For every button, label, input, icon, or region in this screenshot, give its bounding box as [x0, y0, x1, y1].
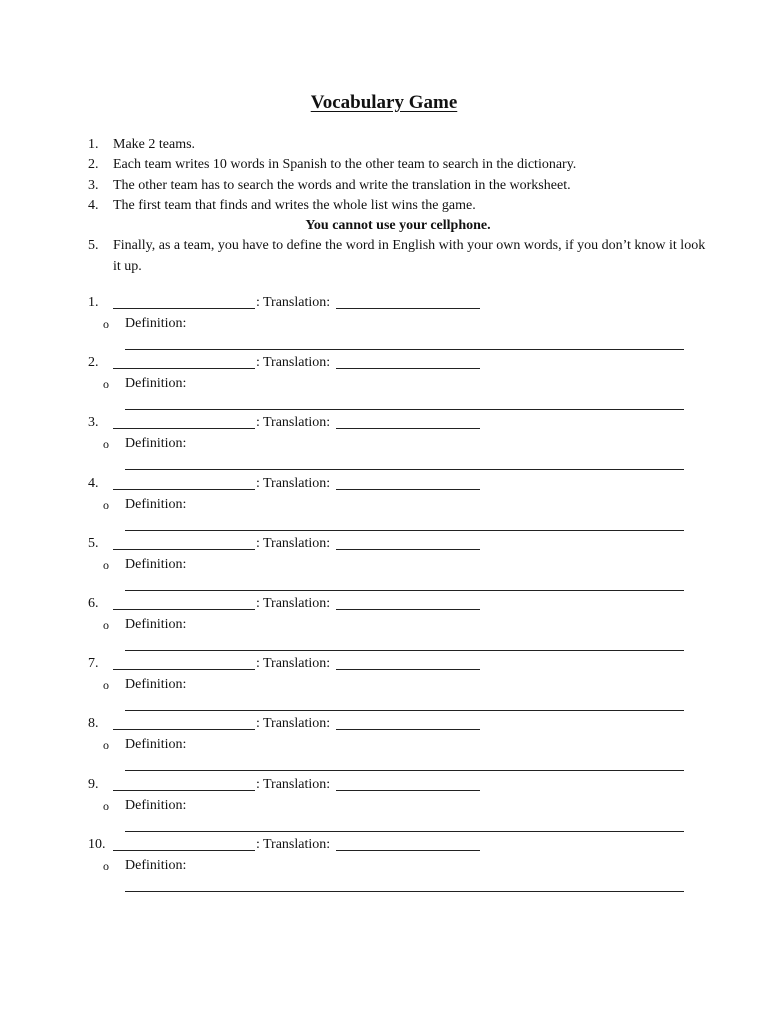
- definition-blank[interactable]: [125, 891, 684, 892]
- translation-blank[interactable]: [336, 729, 480, 730]
- definition-blank[interactable]: [125, 710, 684, 711]
- item-number: 5.: [88, 535, 99, 551]
- vocab-item: [88, 835, 698, 895]
- bullet-icon: o: [103, 798, 109, 813]
- vocab-item: [88, 293, 698, 353]
- item-number: 3.: [88, 415, 99, 431]
- vocab-item: [88, 594, 698, 654]
- word-blank[interactable]: [113, 549, 255, 550]
- colon: :: [256, 415, 260, 431]
- item-number: 9.: [88, 776, 99, 792]
- vocab-item: [88, 714, 698, 774]
- translation-label: Translation:: [263, 595, 331, 611]
- instruction-1: [88, 135, 708, 155]
- definition-label: Definition:: [125, 496, 187, 512]
- instruction-text: The other team has to search the words and write the translation in the worksheet.: [113, 177, 571, 193]
- colon: :: [256, 475, 260, 491]
- translation-blank[interactable]: [336, 308, 480, 309]
- translation-blank[interactable]: [336, 428, 480, 429]
- instruction-2: [88, 155, 708, 175]
- bullet-icon: o: [103, 738, 109, 753]
- bullet-icon: o: [103, 557, 109, 572]
- instruction-text: The first team that finds and writes the whole list wins the game.: [113, 197, 476, 213]
- definition-label: Definition:: [125, 436, 187, 452]
- item-number: 10.: [88, 836, 106, 852]
- bullet-icon: o: [103, 617, 109, 632]
- translation-label: Translation:: [263, 716, 331, 732]
- translation-label: Translation:: [263, 535, 331, 551]
- instruction-text: Finally, as a team, you have to define the word in English with your own words, if you don’t know it look it up.: [113, 238, 706, 274]
- word-blank[interactable]: [113, 729, 255, 730]
- definition-label: Definition:: [125, 556, 187, 572]
- vocabulary-items: [88, 293, 698, 895]
- translation-label: Translation:: [263, 656, 331, 672]
- word-blank[interactable]: [113, 489, 255, 490]
- definition-blank[interactable]: [125, 409, 684, 410]
- instruction-number: 1.: [88, 137, 99, 152]
- vocab-item: [88, 654, 698, 714]
- instruction-number: 5.: [88, 238, 99, 254]
- definition-blank[interactable]: [125, 349, 684, 350]
- translation-blank[interactable]: [336, 489, 480, 490]
- word-blank[interactable]: [113, 368, 255, 369]
- item-number: 6.: [88, 595, 99, 611]
- page-title: Vocabulary Game: [310, 92, 458, 113]
- item-number: 7.: [88, 656, 99, 672]
- translation-blank[interactable]: [336, 368, 480, 369]
- colon: :: [256, 716, 260, 732]
- instruction-number: 4.: [88, 197, 99, 213]
- word-blank[interactable]: [113, 669, 255, 670]
- item-number: 4.: [88, 475, 99, 491]
- vocab-item: [88, 474, 698, 534]
- definition-label: Definition:: [125, 316, 187, 331]
- instruction-text: Make 2 teams.: [113, 137, 196, 152]
- instruction-3: [88, 176, 708, 196]
- definition-label: Definition:: [125, 677, 187, 693]
- definition-label: Definition:: [125, 857, 187, 873]
- word-blank[interactable]: [113, 428, 255, 429]
- colon: :: [256, 295, 260, 310]
- colon: :: [256, 535, 260, 551]
- translation-blank[interactable]: [336, 669, 480, 670]
- item-number: 2.: [88, 355, 99, 371]
- bullet-icon: o: [103, 317, 109, 331]
- translation-label: Translation:: [263, 295, 331, 310]
- bullet-icon: o: [103, 497, 109, 512]
- definition-blank[interactable]: [125, 469, 684, 470]
- instruction-4: [88, 196, 708, 216]
- translation-label: Translation:: [263, 415, 331, 431]
- translation-blank[interactable]: [336, 549, 480, 550]
- vocab-item: [88, 534, 698, 594]
- cellphone-warning: You cannot use your cellphone.: [305, 218, 491, 234]
- colon: :: [256, 355, 260, 371]
- definition-label: Definition:: [125, 737, 187, 753]
- instructions-list: [88, 135, 708, 277]
- word-blank[interactable]: [113, 609, 255, 610]
- colon: :: [256, 776, 260, 792]
- definition-label: Definition:: [125, 797, 187, 813]
- translation-label: Translation:: [263, 355, 331, 371]
- definition-blank[interactable]: [125, 590, 684, 591]
- instruction-number: 2.: [88, 157, 99, 173]
- translation-blank[interactable]: [336, 790, 480, 791]
- bullet-icon: o: [103, 377, 109, 392]
- word-blank[interactable]: [113, 790, 255, 791]
- instruction-text: Each team writes 10 words in Spanish to the other team to search in the dictionary.: [113, 157, 577, 173]
- translation-blank[interactable]: [336, 609, 480, 610]
- vocab-item: [88, 353, 698, 413]
- bullet-icon: o: [103, 678, 109, 693]
- definition-blank[interactable]: [125, 650, 684, 651]
- instruction-number: 3.: [88, 177, 99, 193]
- definition-blank[interactable]: [125, 831, 684, 832]
- vocab-item: [88, 775, 698, 835]
- translation-label: Translation:: [263, 475, 331, 491]
- definition-label: Definition:: [125, 616, 187, 632]
- definition-blank[interactable]: [125, 530, 684, 531]
- bullet-icon: o: [103, 437, 109, 452]
- translation-label: Translation:: [263, 776, 331, 792]
- colon: :: [256, 595, 260, 611]
- definition-blank[interactable]: [125, 770, 684, 771]
- item-number: 1.: [88, 295, 99, 310]
- colon: :: [256, 656, 260, 672]
- vocab-item: [88, 413, 698, 473]
- word-blank[interactable]: [113, 308, 255, 309]
- translation-blank[interactable]: [336, 850, 480, 851]
- instruction-5: [88, 236, 708, 277]
- item-number: 8.: [88, 716, 99, 732]
- bullet-icon: o: [103, 858, 109, 873]
- word-blank[interactable]: [113, 850, 255, 851]
- translation-label: Translation:: [263, 836, 331, 852]
- definition-label: Definition:: [125, 376, 187, 392]
- colon: :: [256, 836, 260, 852]
